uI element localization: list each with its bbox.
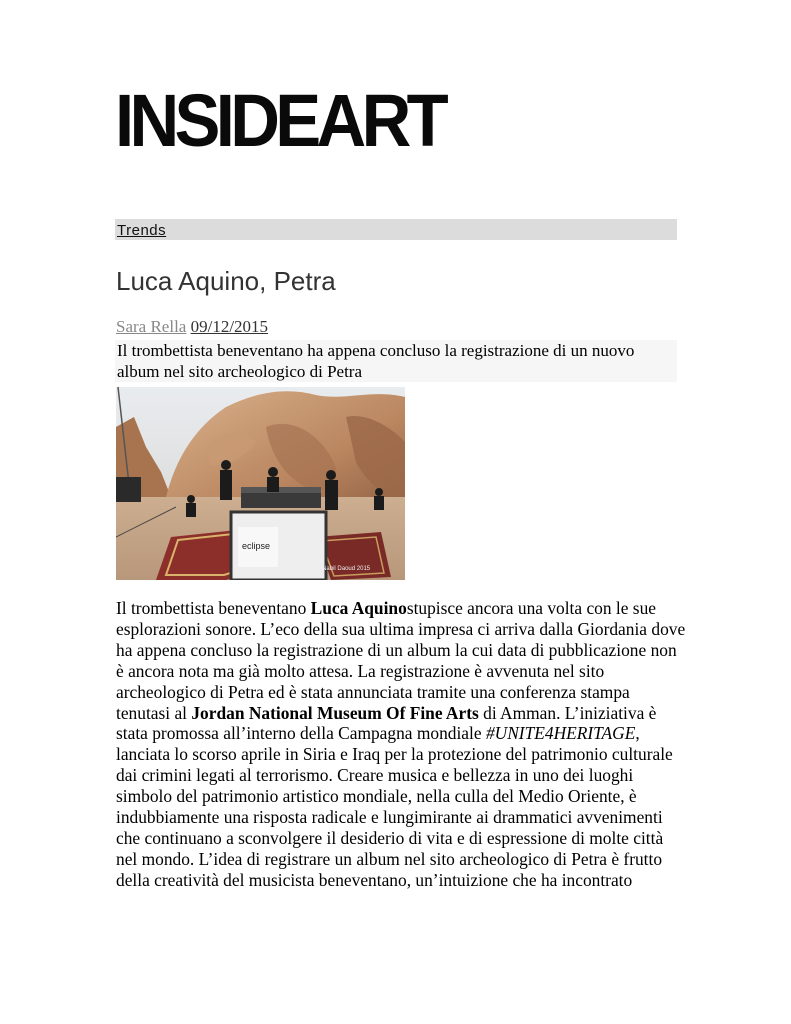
body-text: di Amman. L’iniziativa è stata promossa all’interno della Campagna mondiale <box>116 702 657 744</box>
petra-concert-photo <box>116 387 405 580</box>
body-text: stupisce ancora una volta con le sue esplorazioni sonore. L’eco della sua ultima impresa ci arriva dalla Giordania dove ha appena concluso la registrazione di un album la cui data di pubblicazione non è ancora nota ma già molto attesa. La registrazione è avvenuta nel sito archeologico di Petra ed è stata annunciata tramite una conferenza stampa tenutasi al <box>116 598 686 723</box>
photo-credit: © Nabil Daoud 2015 <box>316 566 371 572</box>
category-link[interactable]: Trends <box>117 222 167 239</box>
eclipse-brand-text: eclipse <box>242 541 271 551</box>
article-body <box>116 598 686 891</box>
body-hashtag: #UNITE4HERITAGE <box>485 723 636 744</box>
body-bold-museum: Jordan National Museum Of Fine Arts <box>191 702 479 723</box>
article-subtitle: Il trombettista beneventano ha appena concluso la registrazione di un nuovo album nel sito archeologico di Petra <box>115 340 677 382</box>
date-link[interactable]: 09/12/2015 <box>190 317 269 336</box>
body-text: Il trombettista beneventano <box>116 598 311 618</box>
body-text: , lanciata lo scorso aprile in Siria e Iraq per la protezione del patrimonio culturale dai crimini legati al terrorismo. Creare musica e bellezza in uno dei luoghi simbolo del patrimonio artistico mondiale, nella culla del Medio Oriente, è indubbiamente una risposta radicale e lungimirante ai drammatici avvenimenti che continuano a sconvolgere il desiderio di vita e di espressione di molte città nel mondo. L’idea di registrare un album nel sito archeologico di Petra è frutto della creatività del musicista beneventano, un’intuizione che ha incontrato <box>116 723 673 890</box>
article-title: Luca Aquino, Petra <box>116 266 336 296</box>
body-bold-name: Luca Aquino <box>310 598 407 618</box>
category-bar <box>115 219 677 240</box>
author-link[interactable]: Sara Rella <box>116 317 187 336</box>
article-meta <box>116 317 268 337</box>
article-photo <box>116 387 405 580</box>
site-logo[interactable]: INSIDEART <box>115 79 445 162</box>
